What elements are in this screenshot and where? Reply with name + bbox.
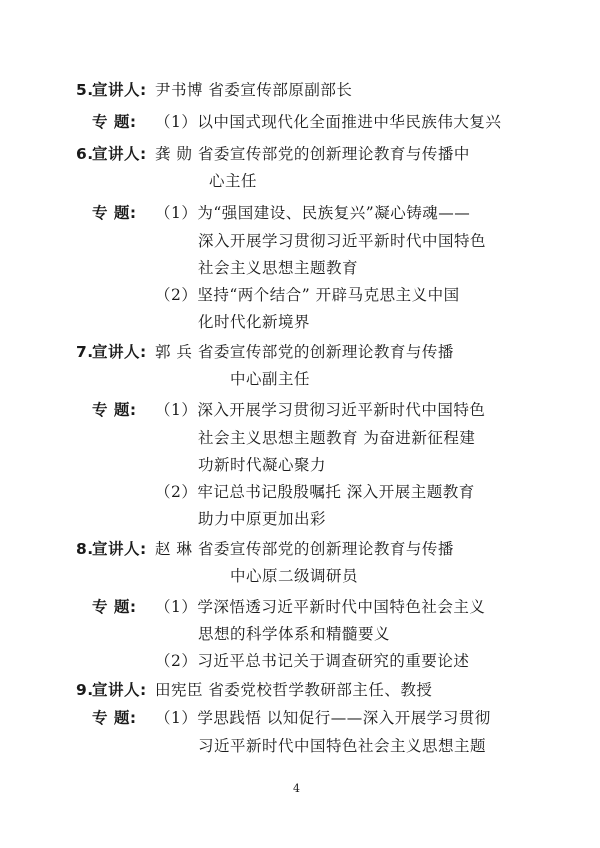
topic-label: 专 题: [92, 401, 137, 419]
topic-line: 社会主义思想主题教育 为奋进新征程建 [198, 429, 476, 447]
topic-line: （1）学思践悟 以知促行——深入开展学习贯彻 [155, 709, 491, 727]
topic-label: 专 题: [92, 204, 137, 222]
speaker-name-title: 赵 琳 省委宣传部党的创新理论教育与传播 [155, 540, 454, 558]
speaker-name-title: 龚 勋 省委宣传部党的创新理论教育与传播中 [155, 145, 470, 163]
speaker-label: 宣讲人: [92, 343, 147, 361]
speaker-name-title: 尹书博 省委宣传部原副部长 [155, 81, 353, 99]
speaker-label: 宣讲人: [92, 145, 147, 163]
speaker-title-continued: 心主任 [209, 172, 258, 190]
speaker-title-continued: 中心副主任 [230, 370, 311, 388]
speaker-name-title: 郭 兵 省委宣传部党的创新理论教育与传播 [155, 343, 454, 361]
topic-label: 专 题: [92, 113, 137, 131]
topic-label: 专 题: [92, 598, 137, 616]
topic-line: （2）习近平总书记关于调查研究的重要论述 [155, 652, 470, 670]
page-number: 4 [293, 782, 300, 795]
topic-label: 专 题: [92, 709, 137, 727]
topic-line: （1）以中国式现代化全面推进中华民族伟大复兴 [155, 113, 502, 131]
speaker-label: 宣讲人: [92, 540, 147, 558]
topic-line: 习近平新时代中国特色社会主义思想主题 [198, 737, 487, 755]
entry-number: 5. [76, 81, 94, 99]
topic-line: 思想的科学体系和精髓要义 [198, 625, 391, 643]
entry-number: 9. [76, 681, 94, 699]
topic-line: （1）学深悟透习近平新时代中国特色社会主义 [155, 598, 486, 616]
topic-line: （1）深入开展学习贯彻习近平新时代中国特色 [155, 401, 486, 419]
topic-line: 化时代化新境界 [198, 313, 311, 331]
topic-line: （2）坚持“两个结合” 开辟马克思主义中国 [155, 286, 460, 304]
entry-number: 8. [76, 540, 94, 558]
speaker-label: 宣讲人: [92, 681, 147, 699]
entry-number: 7. [76, 343, 94, 361]
entry-number: 6. [76, 145, 94, 163]
topic-line: 深入开展学习贯彻习近平新时代中国特色 [198, 232, 487, 250]
topic-line: （2）牢记总书记殷殷嘱托 深入开展主题教育 [155, 483, 475, 501]
topic-line: 功新时代凝心聚力 [198, 456, 327, 474]
speaker-name-title: 田宪臣 省委党校哲学教研部主任、教授 [155, 681, 433, 699]
topic-line: 社会主义思想主题教育 [198, 259, 359, 277]
topic-line: 助力中原更加出彩 [198, 510, 327, 528]
speaker-title-continued: 中心原二级调研员 [230, 567, 359, 585]
topic-line: （1）为“强国建设、民族复兴”凝心铸魂—— [155, 204, 471, 222]
speaker-label: 宣讲人: [92, 81, 147, 99]
